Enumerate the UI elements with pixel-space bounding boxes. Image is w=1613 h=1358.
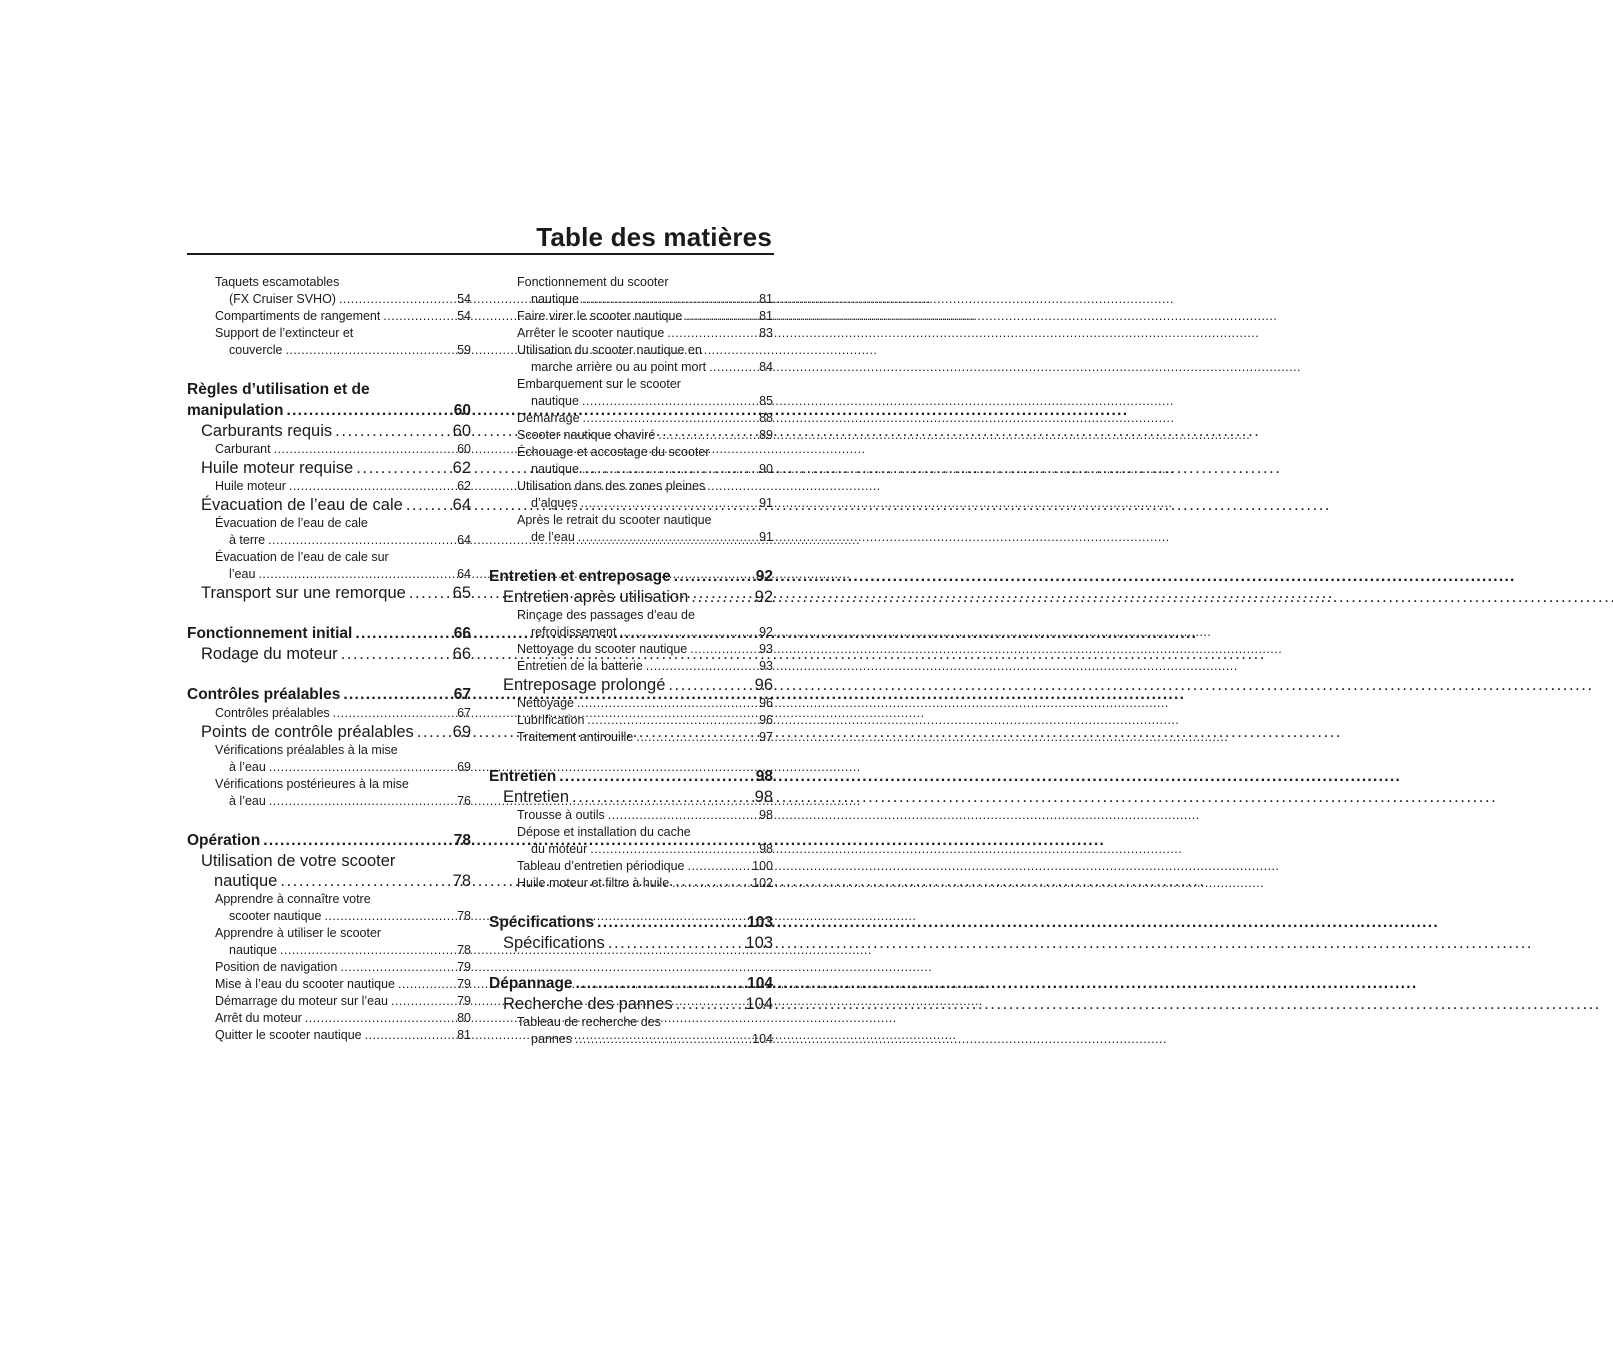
toc-page-number: 98 xyxy=(759,808,773,822)
toc-entry-title: pannes xyxy=(531,1032,573,1046)
toc-entry-level-2[interactable] xyxy=(489,787,773,807)
dot-leader xyxy=(582,393,756,410)
toc-entry-level-3[interactable] xyxy=(489,824,773,858)
toc-entry-title: Recherche des pannes xyxy=(503,995,673,1013)
toc-page-number: 104 xyxy=(752,1032,773,1046)
toc-entry-title: Huile moteur requise xyxy=(201,459,354,477)
toc-entry-title: couvercle xyxy=(229,343,283,357)
toc-entry-title: Tableau d’entretien périodique xyxy=(517,859,685,873)
dot-leader xyxy=(672,875,749,892)
toc-entry-level-1[interactable] xyxy=(489,766,773,787)
toc-entry-title: (FX Cruiser SVHO) xyxy=(229,292,336,306)
toc-entry-level-1[interactable] xyxy=(187,623,471,644)
toc-entry-title: Position de navigation xyxy=(215,960,338,974)
dot-leader xyxy=(269,759,454,776)
toc-entry-level-3[interactable] xyxy=(489,1014,773,1048)
dot-leader xyxy=(280,942,454,959)
toc-entry-title: Compartiments de rangement xyxy=(215,309,381,323)
toc-entry-level-2[interactable] xyxy=(489,675,773,695)
dot-leader xyxy=(676,994,743,1014)
dot-leader xyxy=(406,495,450,515)
dot-leader xyxy=(691,587,751,607)
dot-leader xyxy=(356,458,449,478)
toc-page-number: 62 xyxy=(452,459,471,477)
toc-page-number: 92 xyxy=(755,568,773,585)
dot-leader xyxy=(263,830,451,851)
toc-page-number: 78 xyxy=(453,832,471,849)
toc-entry-title: à terre xyxy=(229,533,266,547)
dot-leader xyxy=(667,325,756,342)
toc-entry-title: Carburant xyxy=(215,442,271,456)
toc-page-number: 78 xyxy=(452,872,471,890)
toc-column-right xyxy=(489,274,773,1048)
dot-leader xyxy=(646,658,756,675)
toc-entry-title: d’algues xyxy=(531,496,578,510)
toc-entry-level-3[interactable] xyxy=(489,607,773,641)
toc-entry-title-line: Évacuation de l’eau de cale sur xyxy=(215,550,389,564)
toc-entry-level-3[interactable] xyxy=(489,308,773,325)
toc-entry-level-1[interactable] xyxy=(187,684,471,705)
toc-entry-title: Évacuation de l’eau de cale xyxy=(201,496,403,514)
toc-entry-title: Démarrage du moteur sur l’eau xyxy=(215,994,388,1008)
toc-entry-title-line: Apprendre à connaître votre xyxy=(215,892,371,906)
dot-leader xyxy=(274,441,455,458)
toc-page-number: 98 xyxy=(759,842,773,856)
toc-entry-level-3[interactable] xyxy=(187,976,471,993)
toc-entry-title: Rodage du moteur xyxy=(201,645,338,663)
toc-page-number: 81 xyxy=(457,1028,471,1042)
toc-entry-level-1[interactable] xyxy=(489,973,773,994)
toc-entry-level-2[interactable] xyxy=(187,421,471,441)
toc-page-number: 104 xyxy=(747,975,773,992)
toc-entry-title-line: Utilisation dans des zones pleines xyxy=(517,479,706,493)
toc-entry-level-1[interactable] xyxy=(187,830,471,851)
dot-leader xyxy=(583,410,757,427)
toc-entry-level-3[interactable] xyxy=(489,410,773,427)
dot-leader xyxy=(582,291,756,308)
toc-entry-level-2[interactable] xyxy=(489,933,773,953)
dot-leader xyxy=(286,400,450,421)
toc-entry-title-line: Rinçage des passages d’eau de xyxy=(517,608,695,622)
toc-entry-title: Nettoyage du scooter nautique xyxy=(517,642,688,656)
toc-entry-level-3[interactable] xyxy=(187,891,471,925)
dot-leader xyxy=(286,342,455,359)
toc-entry-title: à l’eau xyxy=(229,760,266,774)
toc-entry-level-3[interactable] xyxy=(187,441,471,458)
toc-entry-title: Quitter le scooter nautique xyxy=(215,1028,362,1042)
toc-entry-level-3[interactable] xyxy=(187,549,471,583)
toc-page-number: 79 xyxy=(457,977,471,991)
toc-entry-title-line: Règles d’utilisation et de xyxy=(187,381,370,398)
toc-page-number: 83 xyxy=(759,326,773,340)
toc-entry-title-line: Utilisation de votre scooter xyxy=(201,852,396,870)
toc-entry-level-1[interactable] xyxy=(187,379,471,421)
toc-page-number: 81 xyxy=(759,292,773,306)
toc-page-number: 60 xyxy=(453,402,471,419)
toc-entry-title: marche arrière ou au point mort xyxy=(531,360,707,374)
dot-leader xyxy=(619,624,756,641)
toc-entry-title: Nettoyage xyxy=(517,696,574,710)
toc-page-number: 91 xyxy=(759,530,773,544)
toc-page-number: 78 xyxy=(457,909,471,923)
toc-entry-title: Faire virer le scooter nautique xyxy=(517,309,683,323)
toc-entry-title: Entretien xyxy=(503,788,570,806)
dot-leader xyxy=(324,908,454,925)
toc-entry-level-3[interactable] xyxy=(489,729,773,746)
dot-leader xyxy=(578,529,756,546)
toc-page-number: 54 xyxy=(457,309,471,323)
toc-entry-title-line: Dépose et installation du cache xyxy=(517,825,691,839)
dot-leader xyxy=(709,359,756,376)
toc-entry-title: Carburants requis xyxy=(201,422,333,440)
toc-page-number: 59 xyxy=(457,343,471,357)
dot-leader xyxy=(690,641,756,658)
toc-entry-title-line: Fonctionnement du scooter xyxy=(517,275,669,289)
toc-entry-title: du moteur xyxy=(531,842,588,856)
toc-entry-title: manipulation xyxy=(187,402,284,419)
toc-entry-level-3[interactable] xyxy=(489,658,773,675)
toc-page-number: 60 xyxy=(452,422,471,440)
toc-entry-level-1[interactable] xyxy=(489,566,773,587)
dot-leader xyxy=(341,644,450,664)
toc-page-number: 91 xyxy=(759,496,773,510)
toc-entry-level-3[interactable] xyxy=(187,705,471,722)
toc-entry-title: Traitement antirouille xyxy=(517,730,634,744)
toc-page-number: 90 xyxy=(759,462,773,476)
dot-leader xyxy=(576,973,745,994)
toc-entry-title: Huile moteur et filtre à huile xyxy=(517,876,670,890)
toc-entry-level-3[interactable] xyxy=(489,641,773,658)
toc-entry-title-line: Apprendre à utiliser le scooter xyxy=(215,926,382,940)
toc-entry-title-line: Embarquement sur le scooter xyxy=(517,377,681,391)
toc-entry-title-line: Vérifications postérieures à la mise xyxy=(215,777,409,791)
toc-entry-title: Opération xyxy=(187,832,261,849)
toc-entry-title: Entretien de la batterie xyxy=(517,659,643,673)
toc-page-number: 80 xyxy=(457,1011,471,1025)
toc-page-number: 54 xyxy=(457,292,471,306)
toc-entry-level-3[interactable] xyxy=(187,776,471,810)
dot-leader xyxy=(590,841,756,858)
dot-leader xyxy=(685,308,756,325)
dot-leader xyxy=(575,1031,749,1048)
dot-leader xyxy=(608,933,743,953)
dot-leader xyxy=(391,993,454,1010)
dot-leader xyxy=(587,712,756,729)
toc-page-number: 103 xyxy=(747,914,773,931)
toc-entry-title: Mise à l’eau du scooter nautique xyxy=(215,977,395,991)
toc-entry-title: nautique xyxy=(531,462,579,476)
dot-leader xyxy=(636,729,756,746)
toc-page-number: 97 xyxy=(759,730,773,744)
toc-entry-title: scooter nautique xyxy=(229,909,322,923)
toc-page-number: 67 xyxy=(457,706,471,720)
toc-entry-title: Fonctionnement initial xyxy=(187,625,353,642)
toc-entry-level-3[interactable] xyxy=(187,1027,471,1044)
dot-leader xyxy=(268,532,454,549)
toc-entry-level-3[interactable] xyxy=(489,478,773,512)
toc-page-number: 69 xyxy=(457,760,471,774)
toc-page-number: 76 xyxy=(457,794,471,808)
toc-entry-level-2[interactable] xyxy=(187,458,471,478)
toc-entry-title: nautique xyxy=(214,872,278,890)
toc-entry-title: refroidissement xyxy=(531,625,617,639)
toc-page-number: 66 xyxy=(453,625,471,642)
toc-entry-level-2[interactable] xyxy=(187,583,471,603)
dot-leader xyxy=(417,722,450,742)
toc-entry-title: Huile moteur xyxy=(215,479,286,493)
dot-leader xyxy=(333,705,454,722)
toc-entry-title: Lubrification xyxy=(517,713,585,727)
toc-entry-level-1[interactable] xyxy=(489,912,773,933)
toc-entry-level-3[interactable] xyxy=(489,325,773,342)
dot-leader xyxy=(597,912,744,933)
dot-leader xyxy=(339,291,454,308)
toc-page-number: 93 xyxy=(759,642,773,656)
toc-page-number: 96 xyxy=(759,696,773,710)
toc-page-number: 64 xyxy=(457,567,471,581)
dot-leader xyxy=(409,583,450,603)
toc-page-number: 98 xyxy=(754,788,773,806)
toc-page-number: 79 xyxy=(457,994,471,1008)
dot-leader xyxy=(674,566,753,587)
dot-leader xyxy=(335,421,449,441)
toc-entry-title-line: Tableau de recherche des xyxy=(517,1015,661,1029)
dot-leader xyxy=(688,858,750,875)
toc-page-number: 96 xyxy=(759,713,773,727)
toc-page-number: 67 xyxy=(453,686,471,703)
toc-entry-title-line: Évacuation de l’eau de cale xyxy=(215,516,368,530)
toc-entry-title: Entreposage prolongé xyxy=(503,676,666,694)
toc-entry-title-line: Échouage et accostage du scooter xyxy=(517,445,710,459)
dot-leader xyxy=(658,427,756,444)
dot-leader xyxy=(258,566,454,583)
toc-column-left xyxy=(187,274,471,1044)
toc-entry-title: nautique xyxy=(531,292,579,306)
toc-page-number: 62 xyxy=(457,479,471,493)
toc-page-number: 102 xyxy=(752,876,773,890)
toc-entry-level-3[interactable] xyxy=(187,325,471,359)
toc-entry-level-3[interactable] xyxy=(489,712,773,729)
toc-page-number: 60 xyxy=(457,442,471,456)
dot-leader xyxy=(608,807,756,824)
dot-leader xyxy=(572,787,752,807)
toc-page-number: 98 xyxy=(755,768,773,785)
toc-entry-title: de l’eau xyxy=(531,530,575,544)
toc-page-number: 89 xyxy=(759,428,773,442)
toc-page-number: 96 xyxy=(754,676,773,694)
toc-entry-level-3[interactable] xyxy=(187,274,471,308)
toc-entry-title: Spécifications xyxy=(503,934,605,952)
toc-entry-level-3[interactable] xyxy=(187,515,471,549)
toc-entry-level-2[interactable] xyxy=(187,722,471,742)
toc-entry-title-line: Taquets escamotables xyxy=(215,275,340,289)
toc-entry-level-3[interactable] xyxy=(187,993,471,1010)
toc-entry-level-3[interactable] xyxy=(489,342,773,376)
toc-page-number: 64 xyxy=(457,533,471,547)
dot-leader xyxy=(340,959,454,976)
toc-entry-title-line: Utilisation du scooter nautique en xyxy=(517,343,702,357)
toc-entry-title: Scooter nautique chaviré xyxy=(517,428,656,442)
toc-entry-title: Spécifications xyxy=(489,914,595,931)
toc-page-number: 84 xyxy=(759,360,773,374)
toc-entry-level-3[interactable] xyxy=(187,1010,471,1027)
toc-page-number: 92 xyxy=(759,625,773,639)
toc-entry-level-3[interactable] xyxy=(489,875,773,892)
toc-entry-level-2[interactable] xyxy=(187,644,471,664)
toc-entry-title: Entretien après utilisation xyxy=(503,588,689,606)
toc-page-number: 104 xyxy=(745,995,773,1013)
toc-entry-title: à l’eau xyxy=(229,794,266,808)
toc-entry-level-2[interactable] xyxy=(489,587,773,607)
toc-entry-title: Entretien et entreposage xyxy=(489,568,671,585)
toc-entry-level-3[interactable] xyxy=(489,858,773,875)
toc-entry-level-3[interactable] xyxy=(489,444,773,478)
dot-leader xyxy=(289,478,454,495)
toc-entry-title: Dépannage xyxy=(489,975,573,992)
toc-entry-title: l’eau xyxy=(229,567,256,581)
dot-leader xyxy=(577,695,756,712)
toc-entry-title: Démarrage xyxy=(517,411,580,425)
toc-entry-title: Entretien xyxy=(489,768,557,785)
toc-entry-level-2[interactable] xyxy=(187,495,471,515)
toc-entry-title-line: Après le retrait du scooter nautique xyxy=(517,513,712,527)
toc-entry-title: Trousse à outils xyxy=(517,808,605,822)
toc-entry-level-3[interactable] xyxy=(489,695,773,712)
dot-leader xyxy=(269,793,454,810)
toc-page-number: 85 xyxy=(759,394,773,408)
title-rule xyxy=(187,253,774,255)
toc-entry-level-3[interactable] xyxy=(489,807,773,824)
toc-page-number: 103 xyxy=(745,934,773,952)
dot-leader xyxy=(365,1027,454,1044)
toc-entry-level-3[interactable] xyxy=(187,308,471,325)
toc-entry-title: nautique xyxy=(229,943,277,957)
toc-entry-title-line: Support de l’extincteur et xyxy=(215,326,354,340)
toc-entry-level-3[interactable] xyxy=(489,376,773,410)
toc-entry-title: Points de contrôle préalables xyxy=(201,723,414,741)
toc-entry-level-3[interactable] xyxy=(187,742,471,776)
toc-page-number: 88 xyxy=(759,411,773,425)
toc-entry-level-3[interactable] xyxy=(489,427,773,444)
toc-page-number: 69 xyxy=(452,723,471,741)
toc-page-number: 66 xyxy=(452,645,471,663)
dot-leader xyxy=(559,766,753,787)
dot-leader xyxy=(343,684,450,705)
toc-page-number: 79 xyxy=(457,960,471,974)
dot-leader xyxy=(355,623,450,644)
toc-entry-title: Arrêter le scooter nautique xyxy=(517,326,665,340)
toc-entry-title: Transport sur une remorque xyxy=(201,584,406,602)
toc-entry-title: Contrôles préalables xyxy=(187,686,341,703)
page-title: Table des matières xyxy=(536,222,772,252)
toc-entry-level-3[interactable] xyxy=(187,925,471,959)
toc-entry-level-3[interactable] xyxy=(489,512,773,546)
toc-entry-level-3[interactable] xyxy=(187,959,471,976)
toc-entry-level-2[interactable] xyxy=(187,851,471,891)
toc-entry-level-3[interactable] xyxy=(489,274,773,308)
toc-page-number: 64 xyxy=(452,496,471,514)
dot-leader xyxy=(398,976,454,993)
toc-page-number: 65 xyxy=(452,584,471,602)
toc-entry-title: nautique xyxy=(531,394,579,408)
dot-leader xyxy=(280,871,449,891)
toc-page-number: 78 xyxy=(457,943,471,957)
toc-page-number: 81 xyxy=(759,309,773,323)
dot-leader xyxy=(582,461,756,478)
dot-leader xyxy=(305,1010,454,1027)
toc-entry-level-2[interactable] xyxy=(489,994,773,1014)
toc-entry-level-3[interactable] xyxy=(187,478,471,495)
toc-entry-title-line: Vérifications préalables à la mise xyxy=(215,743,398,757)
toc-entry-title: Contrôles préalables xyxy=(215,706,330,720)
toc-page-number: 93 xyxy=(759,659,773,673)
dot-leader xyxy=(581,495,757,512)
dot-leader xyxy=(668,675,751,695)
toc-page-number: 92 xyxy=(754,588,773,606)
toc-page-number: 100 xyxy=(752,859,773,873)
dot-leader xyxy=(383,308,454,325)
toc-entry-title: Arrêt du moteur xyxy=(215,1011,302,1025)
